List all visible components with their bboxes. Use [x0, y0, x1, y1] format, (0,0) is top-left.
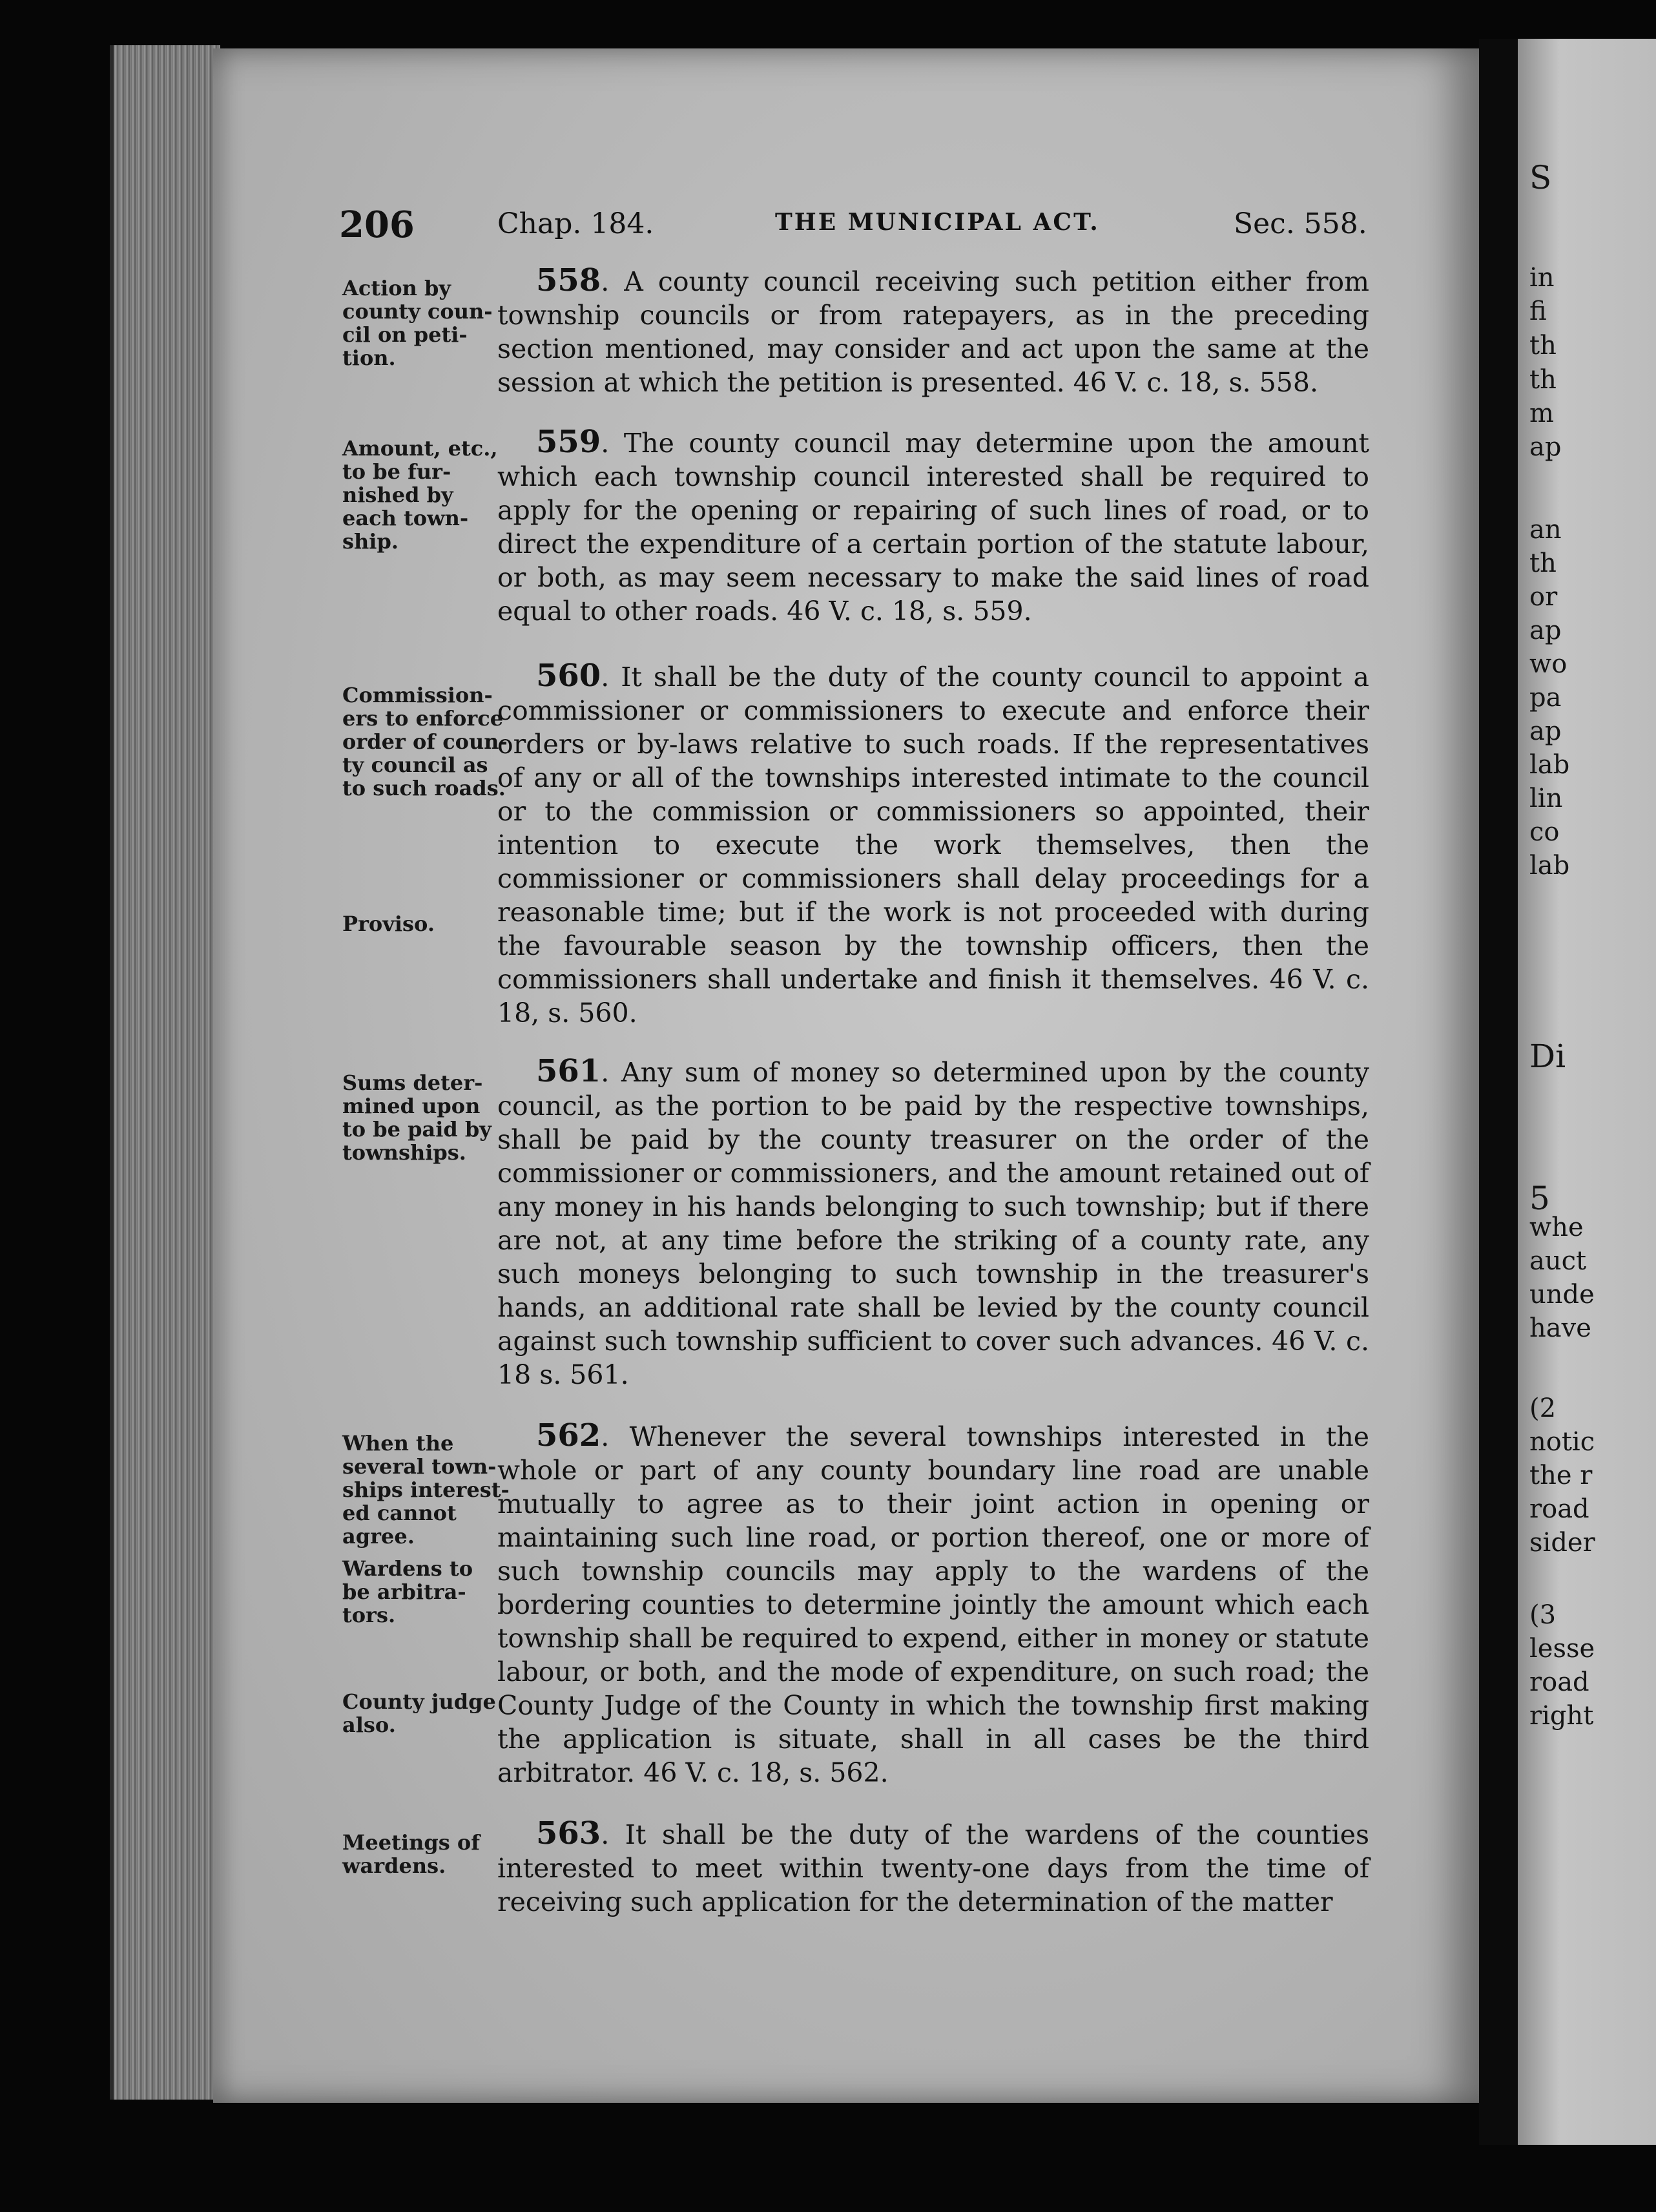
chapter-label: Chap. 184.	[497, 207, 654, 240]
right-page-text-fragment: fi	[1529, 297, 1547, 326]
section-text: 562. Whenever the several townships interested in the whole or part of any county boundary line road are unable mutually to agree as to their joint action in opening or maintaining such line road, or portion thereof, one or more of such township councils may apply to the wardens of the bordering counties to determine jointly the amount which each township shall be required to expend, either in money or statute labour, or both, and the mode of expenditure, on such road; the County Judge of the County in which the township first making the application is situate, shall in all cases be the third arbitrator. 46 V. c. 18, s. 562.	[497, 1417, 1369, 1788]
right-page-text-fragment: auct	[1529, 1246, 1587, 1276]
right-page-text-fragment: the r	[1529, 1461, 1593, 1490]
right-page-text-fragment: in	[1529, 263, 1555, 293]
margin-note-proviso: Proviso.	[342, 912, 435, 936]
right-page-text-fragment: have	[1529, 1313, 1591, 1343]
right-page-text-fragment: ap	[1529, 432, 1562, 462]
right-page-text-fragment: ap	[1529, 716, 1562, 746]
right-page-text-fragment: road	[1529, 1494, 1589, 1524]
right-page-text-fragment: right	[1529, 1701, 1594, 1731]
right-page-text-fragment: wo	[1529, 649, 1568, 679]
section-number: 560	[536, 658, 601, 694]
right-page-text-fragment: co	[1529, 817, 1560, 847]
section-number: 561	[536, 1053, 601, 1089]
right-page-text-fragment: ap	[1529, 616, 1562, 645]
right-page-text-fragment: unde	[1529, 1280, 1595, 1309]
right-page-text-fragment: road	[1529, 1667, 1589, 1697]
right-page-text-fragment: lab	[1529, 851, 1570, 881]
right-page-fragment	[1518, 39, 1656, 2145]
margin-note: Sums deter- mined upon to be paid by townships.	[342, 1070, 492, 1165]
right-page-text-fragment: lin	[1529, 784, 1563, 813]
margin-note: Meetings of wardens.	[342, 1830, 480, 1878]
page-number: 206	[339, 203, 415, 246]
right-page-text-fragment: an	[1529, 515, 1562, 545]
section-number: 562	[536, 1417, 601, 1454]
section-text: 561. Any sum of money so determined upon by the county council, as the portion to be paid by the respective townships, shall be paid by the county treasurer on the order of the commissioner or commissioners, and the amount retained out of any money in his hands belonging to such township; but if there are not, at any time before the striking of a county rate, any such moneys belonging to such township in the treasurer's hands, an additional rate shall be levied by the county council against such township sufficient to cover such advances. 46 V. c. 18 s. 561.	[497, 1053, 1369, 1390]
right-page-text-fragment: Di	[1529, 1038, 1566, 1075]
right-page-text-fragment: th	[1529, 548, 1557, 578]
right-page-text-fragment: th	[1529, 331, 1557, 360]
section-text: 563. It shall be the duty of the wardens of the counties interested to meet within twenty-one days from the time of receiving such application for the determination of the matter	[497, 1815, 1369, 1917]
right-page-text-fragment: 5	[1529, 1180, 1550, 1217]
right-page-text-fragment: or	[1529, 582, 1558, 612]
margin-note: Commission- ers to enforce order of coun- ty council as to such roads.	[342, 683, 508, 800]
book-gutter	[1479, 39, 1518, 2145]
right-page-text-fragment: m	[1529, 399, 1554, 428]
right-page-text-fragment: (2	[1529, 1393, 1557, 1423]
right-page-text-fragment: whe	[1529, 1213, 1584, 1242]
act-title: THE MUNICIPAL ACT.	[775, 209, 1100, 236]
right-page-text-fragment: (3	[1529, 1600, 1557, 1630]
section-text: 558. A county council receiving such petition either from township councils or from ratepayers, as in the preceding section mentioned, may consider and act upon the same at the session at which the petition is presented. 46 V. c. 18, s. 558.	[497, 262, 1369, 398]
section-text: 560. It shall be the duty of the county council to appoint a commissioner or commissioners to execute and enforce their orders or by-laws relative to such roads. If the representatives of any or all of the townships interested intimate to the council or to the commission or commissioners so appointed, their intention to execute the work themselves, then the commissioner or commissioners shall delay proceedings for a reasonable time; but if the work is not proceeded with during the favourable season by the township officers, then the commissioners shall undertake and finish it themselves. 46 V. c. 18, s. 560.	[497, 658, 1369, 1028]
right-page-text-fragment: th	[1529, 365, 1557, 395]
right-page-text-fragment: S	[1529, 159, 1552, 196]
margin-note: Amount, etc., to be fur- nished by each town- ship.	[342, 436, 498, 554]
margin-note: Action by county coun- cil on peti- tion.	[342, 276, 493, 370]
section-number: 558	[536, 262, 601, 298]
margin-note: When the several town- ships interest- ed cannot agree.	[342, 1431, 510, 1549]
margin-note-county-judge: County judge also.	[342, 1689, 496, 1737]
section-number: 559	[536, 424, 601, 460]
margin-note-arbitrators: Wardens to be arbitra- tors.	[342, 1556, 473, 1627]
right-page-text-fragment: lesse	[1529, 1634, 1595, 1664]
running-header	[0, 203, 1656, 249]
right-page-text-fragment: lab	[1529, 750, 1570, 780]
right-page-text-fragment: notic	[1529, 1427, 1595, 1457]
section-text: 559. The county council may determine upon the amount which each township council interested shall be required to apply for the opening or repairing of such lines of road, or to direct the expenditure of a certain portion of the statute labour, or both, as may seem necessary to make the said lines of road equal to other roads. 46 V. c. 18, s. 559.	[497, 424, 1369, 627]
right-page-text-fragment: sider	[1529, 1528, 1595, 1558]
right-page-text-fragment: pa	[1529, 683, 1562, 713]
section-label: Sec. 558.	[1234, 207, 1367, 240]
book-page-edges	[110, 45, 220, 2100]
section-number: 563	[536, 1815, 601, 1852]
